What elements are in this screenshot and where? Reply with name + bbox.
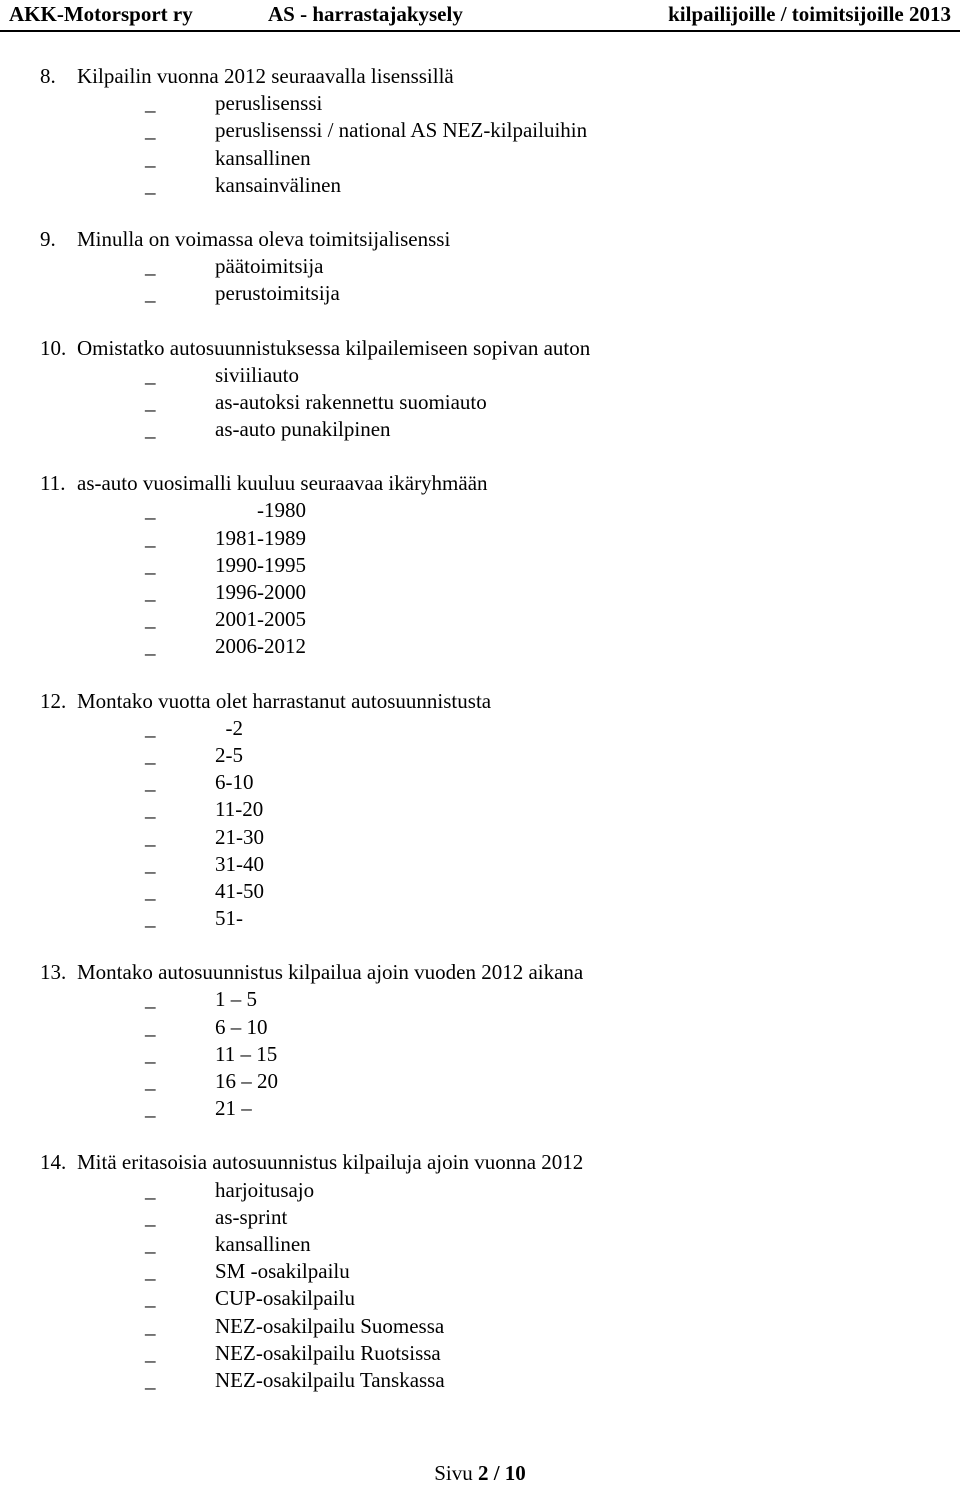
header-audience: kilpailijoille / toimitsijoille 2013 (668, 2, 951, 26)
question-heading (0, 63, 960, 90)
answer-option-label: 1 – 5 (215, 987, 257, 1012)
question-heading (0, 688, 960, 715)
answer-option-label: 41-50 (215, 878, 264, 903)
answer-option-label: päätoimitsija (215, 254, 324, 279)
question-number: 12. (40, 688, 67, 713)
footer-page-number: 2 / 10 (477, 1461, 526, 1485)
answer-option[interactable] (0, 1313, 960, 1340)
answer-option-label: 6-10 (215, 770, 254, 795)
answer-blank[interactable]: _ (145, 1069, 156, 1093)
answer-option[interactable] (0, 796, 960, 823)
answer-option-label: 1990-1995 (215, 552, 306, 577)
question-number: 13. (40, 960, 67, 985)
question-number: 14. (40, 1150, 67, 1175)
answer-option[interactable] (0, 1231, 960, 1258)
answer-option-label: harjoitusajo (215, 1177, 315, 1202)
answer-blank[interactable]: _ (145, 878, 156, 903)
answer-option[interactable] (0, 905, 960, 932)
answer-option[interactable] (0, 1204, 960, 1231)
answer-blank[interactable]: _ (145, 91, 156, 116)
answer-option-label: 6 – 10 (215, 1014, 268, 1039)
question-heading (0, 470, 960, 497)
answer-option-label: 2006-2012 (215, 634, 306, 659)
answer-option[interactable] (0, 986, 960, 1013)
answer-option-label: 11 – 15 (215, 1041, 278, 1066)
question-block (0, 1149, 960, 1394)
question-block (0, 470, 960, 660)
answer-blank[interactable]: _ (145, 498, 156, 523)
answer-blank[interactable]: _ (145, 607, 156, 632)
answer-option[interactable] (0, 1285, 960, 1312)
answer-option-label: -2 (215, 715, 243, 740)
answer-option[interactable] (0, 280, 960, 307)
answer-option-label: peruslisenssi (215, 91, 323, 116)
answer-option-label: -1980 (215, 498, 306, 523)
answer-blank[interactable]: _ (145, 715, 156, 740)
answer-option-label: perustoimitsija (215, 281, 340, 306)
answer-option-label: 2001-2005 (215, 607, 306, 632)
answer-option-label: kansallinen (215, 1231, 311, 1256)
answer-option[interactable] (0, 552, 960, 579)
answer-option-label: 21-30 (215, 824, 264, 849)
answer-option-label: 1981-1989 (215, 525, 306, 550)
answer-blank[interactable]: _ (145, 362, 156, 387)
answer-option[interactable] (0, 416, 960, 443)
answer-option[interactable] (0, 497, 960, 524)
answer-option-label: as-autoksi rakennettu suomiauto (215, 389, 487, 414)
answer-option-label: siviiliauto (215, 362, 299, 387)
question-heading (0, 959, 960, 986)
question-text: as-auto vuosimalli kuuluu seuraavaa ikäryhmään (77, 471, 488, 496)
question-number: 11. (40, 471, 66, 496)
answer-blank[interactable]: _ (145, 851, 156, 876)
answer-option-label: as-auto punakilpinen (215, 417, 391, 442)
questionnaire-body (0, 63, 960, 1421)
answer-option-label: kansainvälinen (215, 172, 341, 197)
question-text: Omistatko autosuunnistuksessa kilpailemiseen sopivan auton (77, 335, 591, 360)
answer-option-label: 16 – 20 (215, 1069, 278, 1093)
answer-blank[interactable]: _ (145, 145, 156, 170)
answer-option[interactable] (0, 1095, 960, 1122)
answer-blank[interactable]: _ (145, 634, 156, 659)
answer-option[interactable] (0, 1340, 960, 1367)
answer-option[interactable] (0, 172, 960, 199)
answer-option-label: 1996-2000 (215, 580, 306, 604)
answer-blank[interactable]: _ (145, 580, 156, 604)
answer-option-label: kansallinen (215, 145, 311, 170)
answer-option-label: NEZ-osakilpailu Tanskassa (215, 1367, 445, 1392)
answer-option-label: 2-5 (215, 742, 243, 767)
answer-option[interactable] (0, 769, 960, 796)
answer-option[interactable] (0, 606, 960, 633)
answer-option-label: as-sprint (215, 1204, 288, 1229)
question-number: 9. (40, 226, 56, 251)
answer-blank[interactable]: _ (145, 389, 156, 414)
question-block (0, 63, 960, 199)
page-footer (0, 1460, 960, 1486)
answer-blank[interactable]: _ (145, 1367, 156, 1392)
answer-option[interactable] (0, 579, 960, 606)
answer-blank[interactable]: _ (145, 1231, 156, 1256)
answer-option-label: 51- (215, 906, 243, 931)
question-text: Montako vuotta olet harrastanut autosuunnistusta (77, 688, 492, 713)
question-heading (0, 226, 960, 253)
header-survey-title: AS - harrastajakysely (268, 2, 463, 26)
answer-option[interactable] (0, 1014, 960, 1041)
answer-option-label: SM -osakilpailu (215, 1259, 350, 1284)
footer-page-prefix: Sivu (434, 1461, 478, 1485)
answer-option-label: peruslisenssi / national AS NEZ-kilpailuihin (215, 118, 588, 143)
question-heading (0, 1149, 960, 1176)
answer-blank[interactable]: _ (145, 525, 156, 550)
answer-blank[interactable]: _ (145, 172, 156, 197)
question-number: 10. (40, 335, 67, 360)
answer-option[interactable] (0, 1068, 960, 1095)
answer-option[interactable] (0, 145, 960, 172)
page-header (0, 0, 960, 30)
answer-blank[interactable]: _ (145, 281, 156, 306)
answer-option[interactable] (0, 90, 960, 117)
answer-blank[interactable]: _ (145, 1259, 156, 1284)
answer-blank[interactable]: _ (145, 1041, 156, 1066)
answer-option-label: 11-20 (215, 797, 264, 822)
answer-blank[interactable]: _ (145, 1340, 156, 1365)
answer-option-label: 21 – (215, 1096, 252, 1121)
answer-blank[interactable]: _ (145, 1014, 156, 1039)
answer-option[interactable] (0, 851, 960, 878)
answer-option[interactable] (0, 1177, 960, 1204)
answer-blank[interactable]: _ (145, 1177, 156, 1202)
answer-blank[interactable]: _ (145, 254, 156, 279)
answer-blank[interactable]: _ (145, 417, 156, 442)
header-organization: AKK-Motorsport ry (9, 2, 193, 26)
answer-option[interactable] (0, 362, 960, 389)
question-block (0, 226, 960, 308)
header-divider (0, 30, 960, 32)
answer-option[interactable] (0, 742, 960, 769)
answer-option[interactable] (0, 633, 960, 660)
question-heading (0, 335, 960, 362)
question-number: 8. (40, 64, 56, 88)
answer-option[interactable] (0, 1041, 960, 1068)
answer-option[interactable] (0, 1367, 960, 1394)
answer-blank[interactable]: _ (145, 906, 156, 931)
question-text: Minulla on voimassa oleva toimitsijalisenssi (77, 226, 451, 251)
answer-option[interactable] (0, 253, 960, 280)
question-block (0, 688, 960, 933)
answer-option[interactable] (0, 1258, 960, 1285)
answer-option-label: CUP-osakilpailu (215, 1286, 355, 1311)
answer-blank[interactable]: _ (145, 797, 156, 822)
answer-option[interactable] (0, 389, 960, 416)
answer-blank[interactable]: _ (145, 1286, 156, 1311)
answer-blank[interactable]: _ (145, 552, 156, 577)
question-text: Mitä eritasoisia autosuunnistus kilpailuja ajoin vuonna 2012 (77, 1150, 584, 1175)
answer-option[interactable] (0, 525, 960, 552)
answer-blank[interactable]: _ (145, 1313, 156, 1338)
answer-blank[interactable]: _ (145, 987, 156, 1012)
answer-blank[interactable]: _ (145, 824, 156, 849)
answer-blank[interactable]: _ (145, 770, 156, 795)
answer-blank[interactable]: _ (145, 1096, 156, 1121)
answer-blank[interactable]: _ (145, 1204, 156, 1229)
answer-option[interactable] (0, 117, 960, 144)
question-text: Kilpailin vuonna 2012 seuraavalla lisenssillä (77, 64, 454, 88)
answer-option-label: NEZ-osakilpailu Suomessa (215, 1313, 445, 1338)
answer-option[interactable] (0, 878, 960, 905)
answer-option[interactable] (0, 824, 960, 851)
answer-blank[interactable]: _ (145, 118, 156, 143)
answer-option-label: NEZ-osakilpailu Ruotsissa (215, 1340, 441, 1365)
question-text: Montako autosuunnistus kilpailua ajoin vuoden 2012 aikana (77, 960, 584, 985)
answer-option-label: 31-40 (215, 851, 264, 876)
answer-option[interactable] (0, 715, 960, 742)
answer-blank[interactable]: _ (145, 742, 156, 767)
question-block (0, 959, 960, 1122)
question-block (0, 335, 960, 444)
